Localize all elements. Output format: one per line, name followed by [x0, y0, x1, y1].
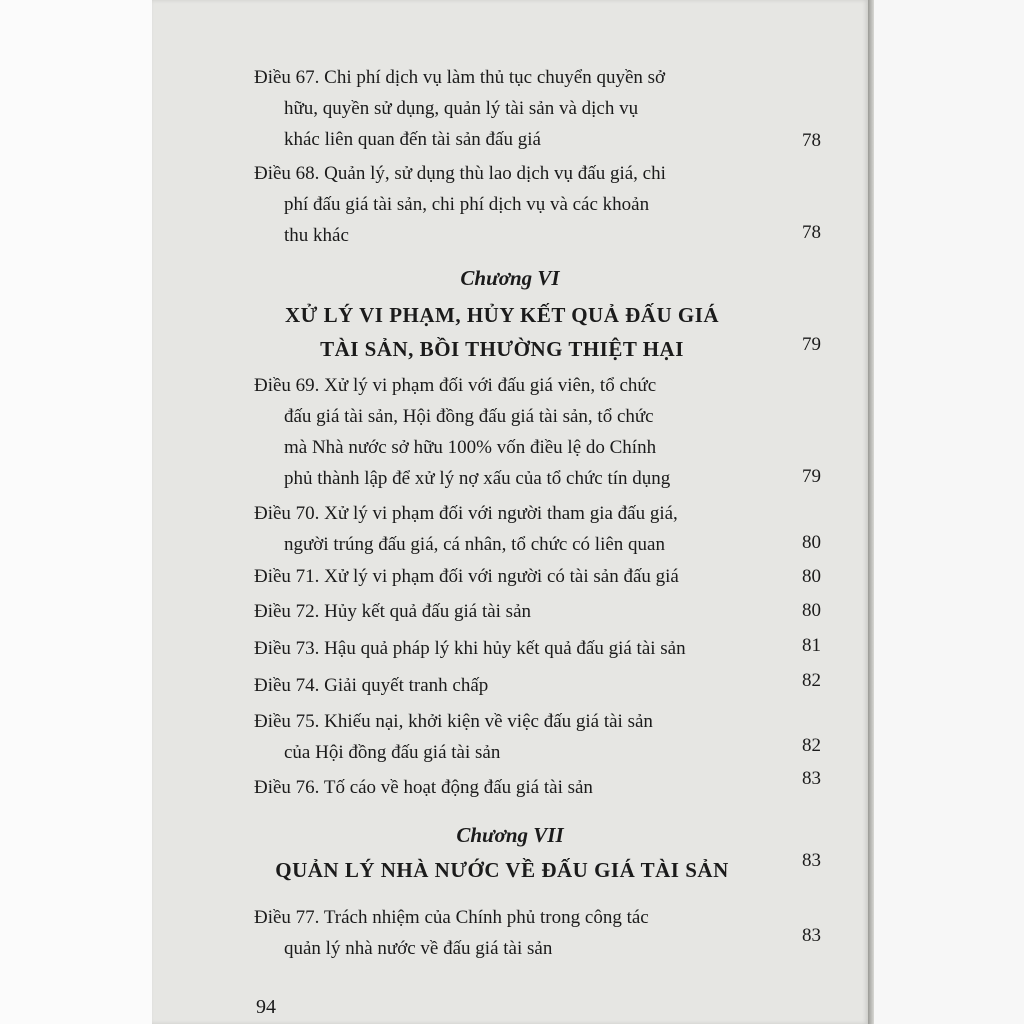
toc-entry-71 [254, 561, 794, 592]
entry-line: mà Nhà nước sở hữu 100% vốn điều lệ do Chính [284, 437, 657, 458]
page-ref: 80 [802, 600, 821, 621]
entry-line: Điều 76. Tố cáo về hoạt động đấu giá tài sản [254, 777, 593, 798]
toc-entry-68 [254, 158, 794, 251]
page-ref: 80 [802, 566, 821, 587]
toc-entry-69 [254, 370, 794, 494]
page-ref: 79 [802, 466, 821, 487]
toc-entry-72 [254, 596, 794, 627]
toc-entry-70 [254, 498, 794, 560]
page-ref: 79 [802, 334, 821, 355]
toc-entry-74 [254, 670, 794, 701]
background-left [0, 0, 152, 1024]
page-ref: 78 [802, 130, 821, 151]
entry-line: Điều 70. Xử lý vi phạm đối với người tham gia đấu giá, [254, 503, 678, 524]
page-ref: 83 [802, 925, 821, 946]
toc-entry-73 [254, 633, 794, 664]
background-right [872, 0, 1024, 1024]
entry-line: của Hội đồng đấu giá tài sản [284, 742, 501, 763]
chapter-title [212, 853, 792, 887]
toc-entry-67 [254, 62, 794, 155]
toc-entry-75 [254, 706, 794, 768]
entry-line: Điều 77. Trách nhiệm của Chính phủ trong công tác [254, 907, 649, 928]
entry-line: thu khác [284, 225, 349, 246]
entry-line: Điều 73. Hậu quả pháp lý khi hủy kết quả đấu giá tài sản [254, 638, 686, 659]
page-ref: 83 [802, 768, 821, 789]
page-ref: 81 [802, 635, 821, 656]
toc-entry-77 [254, 902, 794, 964]
entry-line: người trúng đấu giá, cá nhân, tổ chức có liên quan [284, 534, 665, 555]
toc-entry-76 [254, 772, 794, 803]
entry-line: Điều 68. Quản lý, sử dụng thù lao dịch vụ đấu giá, chi [254, 163, 666, 184]
page-ref: 82 [802, 735, 821, 756]
page-edge-shadow [868, 0, 874, 1024]
entry-line: hữu, quyền sử dụng, quản lý tài sản và dịch vụ [284, 98, 639, 119]
book-page [152, 0, 868, 1024]
entry-line: Điều 71. Xử lý vi phạm đối với người có tài sản đấu giá [254, 566, 679, 587]
chapter-title-line: XỬ LÝ VI PHẠM, HỦY KẾT QUẢ ĐẤU GIÁ [284, 303, 720, 327]
chapter-label: Chương VI [460, 266, 560, 290]
entry-line: quản lý nhà nước về đấu giá tài sản [284, 938, 553, 959]
entry-line: phí đấu giá tài sản, chi phí dịch vụ và các khoản [284, 194, 650, 215]
page-ref: 80 [802, 532, 821, 553]
page-ref: 82 [802, 670, 821, 691]
entry-line: đấu giá tài sản, Hội đồng đấu giá tài sản, tổ chức [284, 406, 654, 427]
chapter-title-line: TÀI SẢN, BỒI THƯỜNG THIỆT HẠI [320, 337, 684, 361]
page-ref: 83 [802, 850, 821, 871]
entry-line: khác liên quan đến tài sản đấu giá [284, 129, 541, 150]
entry-line: Điều 67. Chi phí dịch vụ làm thủ tục chuyển quyền sở [254, 67, 666, 88]
page-number: 94 [256, 996, 276, 1018]
chapter-title [212, 298, 792, 366]
entry-line: Điều 72. Hủy kết quả đấu giá tài sản [254, 601, 532, 622]
page-ref: 78 [802, 222, 821, 243]
chapter-label: Chương VII [456, 823, 564, 847]
chapter-title-line: QUẢN LÝ NHÀ NƯỚC VỀ ĐẤU GIÁ TÀI SẢN [275, 858, 729, 882]
entry-line: Điều 69. Xử lý vi phạm đối với đấu giá viên, tổ chức [254, 375, 657, 396]
entry-line: Điều 75. Khiếu nại, khởi kiện về việc đấu giá tài sản [254, 711, 653, 732]
entry-line: phủ thành lập để xử lý nợ xấu của tổ chức tín dụng [284, 468, 671, 489]
entry-line: Điều 74. Giải quyết tranh chấp [254, 675, 489, 696]
